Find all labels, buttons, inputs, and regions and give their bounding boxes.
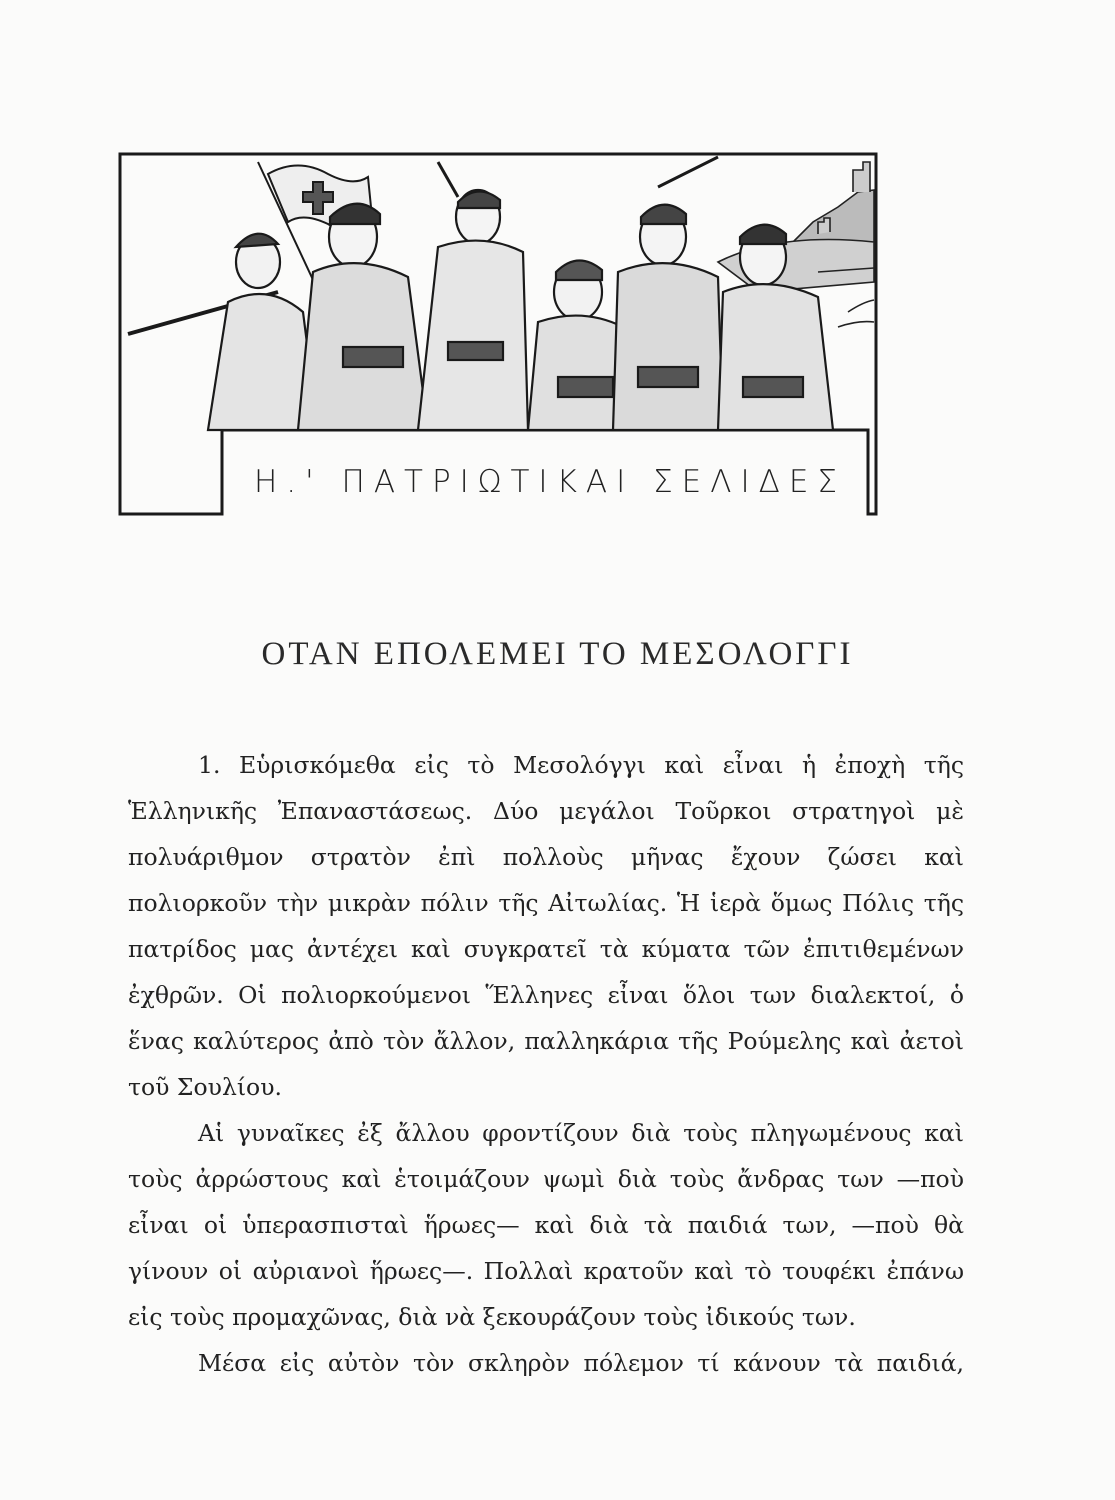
section-title: Η.' ΠΑΤΡΙΩΤΙΚΑΙ ΣΕΛΙΔΕΣ — [253, 464, 847, 500]
body-text — [128, 742, 964, 1386]
paragraph-1: 1. Εὑρισκόμεθα εἰς τὸ Μεσολόγγι καὶ εἶναι ἡ ἐποχὴ τῆς Ἑλληνικῆς Ἐπαναστάσεως. Δύο μεγάλοι Τοῦρκοι στρατηγοὶ μὲ πολυάριθμον στρατὸν ἐπὶ πολλοὺς μῆνας ἔχουν ζώσει καὶ πολιορκοῦν τὴν μικρὰν πόλιν τῆς Αἰτωλίας. Ἡ ἱερὰ ὅμως Πόλις τῆς πατρίδος μας ἀντέχει καὶ συγκρατεῖ τὰ κύματα τῶν ἐπιτιθεμένων ἐχθρῶν. Οἱ πολιορκούμενοι Ἕλληνες εἶναι ὅλοι των διαλεκτοί, ὁ ἕνας καλύτερος ἀπὸ τὸν ἄλλον, παλληκάρια τῆς Ρούμελης καὶ ἀετοὶ τοῦ Σουλίου. — [128, 751, 964, 1101]
chapter-title: ΟΤΑΝ ΕΠΟΛΕΜΕΙ ΤΟ ΜΕΣΟΛΟΓΓΙ — [261, 636, 854, 672]
paragraph-3: Μέσα εἰς αὐτὸν τὸν σκληρὸν πόλεμον τί κάνουν τὰ παιδιά, — [198, 1349, 964, 1377]
paragraph-2: Αἱ γυναῖκες ἐξ ἄλλου φροντίζουν διὰ τοὺς πληγωμένους καὶ τοὺς ἀρρώστους καὶ ἑτοιμάζουν ψωμὶ διὰ τοὺς ἄνδρας των —ποὺ εἶναι οἱ ὑπερασπισταὶ ἥρωες— καὶ διὰ τὰ παιδιά των, —ποὺ θὰ γίνουν οἱ αὐριανοὶ ἥρωες—. Πολλαὶ κρατοῦν καὶ τὸ τουφέκι ἐπάνω εἰς τοὺς προμαχῶνας, διὰ νὰ ξεκουράζουν τοὺς ἰδικούς των. — [128, 1119, 964, 1331]
